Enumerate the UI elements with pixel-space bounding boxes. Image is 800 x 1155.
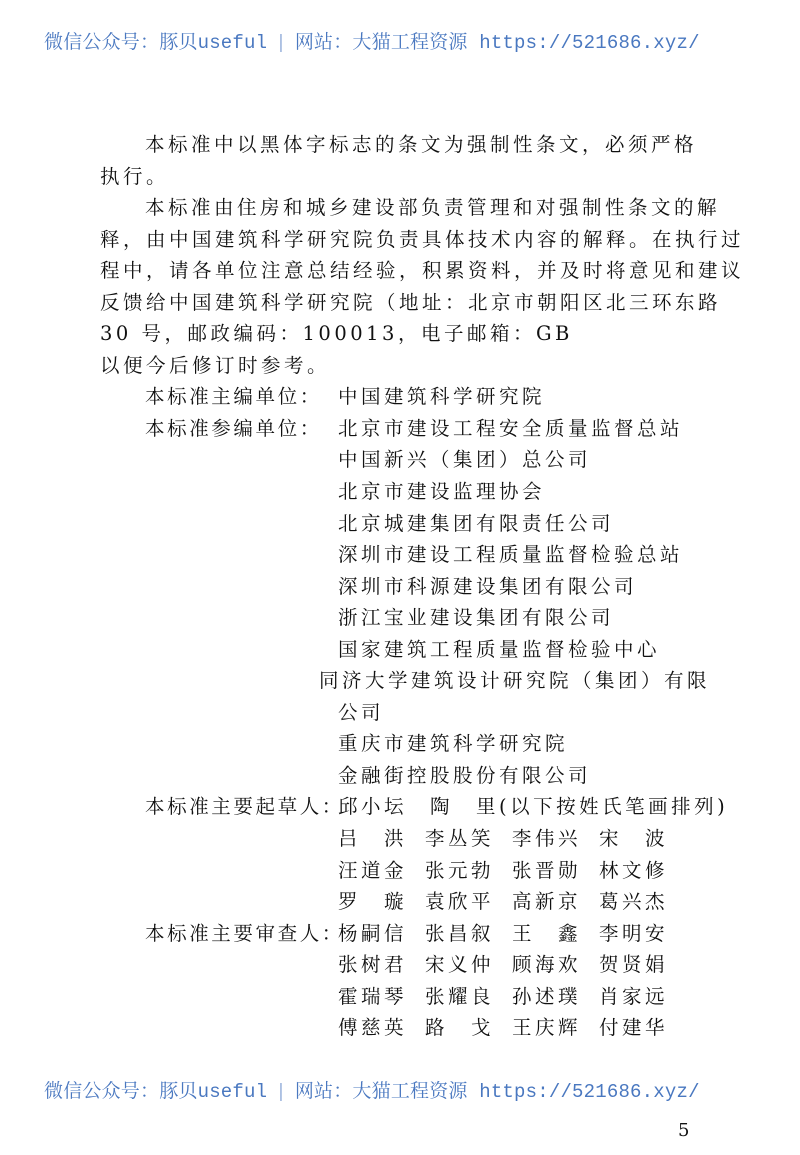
person-name: 顾海欢: [512, 953, 582, 977]
name-list: [338, 855, 686, 887]
person-name: 张元勃: [425, 858, 495, 882]
paragraph-line: 程中，请各单位注意总结经验，积累资料，并及时将意见和建议: [100, 259, 745, 283]
paragraph-line: 反馈给中国建筑科学研究院（地址：北京市朝阳区北三环东路: [100, 290, 722, 314]
person-name: 张树君: [338, 953, 408, 977]
person-name: 霍瑞琴: [338, 984, 408, 1008]
participants-label: 本标准参编单位：: [145, 416, 322, 440]
drafters-first-line: 邱小坛 陶 里(以下按姓氏笔画排列): [338, 795, 729, 819]
participant-unit: 北京城建集团有限责任公司: [338, 511, 615, 535]
participants-row: [100, 760, 710, 792]
label-spacer: [100, 886, 338, 918]
reviewers-row: [100, 918, 710, 950]
page-number: 5: [678, 1120, 690, 1141]
watermark-site: 网站：大猫工程资源 https://521686.xyz/: [294, 1081, 700, 1103]
person-name: 孙述璞: [512, 984, 582, 1008]
participant-unit: 公司: [338, 700, 385, 724]
participants-row: [100, 728, 710, 760]
person-name: 张昌叙: [425, 921, 495, 945]
participant-unit: 中国新兴（集团）总公司: [338, 448, 592, 472]
label-spacer: [100, 634, 338, 666]
drafters-row: [100, 791, 729, 823]
reviewers-row: [100, 949, 710, 981]
person-name: 吕 洪: [338, 827, 408, 851]
name-list: [338, 823, 686, 855]
label-spacer: [100, 444, 338, 476]
person-name: 高新京: [512, 890, 582, 914]
participant-unit: 同济大学建筑设计研究院（集团）有限: [318, 669, 710, 693]
person-name: 傅慈英: [338, 1016, 408, 1040]
watermark-separator: |: [275, 32, 287, 54]
reviewers-row: [100, 981, 710, 1013]
participants-row: [100, 602, 710, 634]
label-spacer: [100, 665, 319, 697]
person-name: 肖家远: [599, 984, 669, 1008]
person-name: 袁欣平: [425, 890, 495, 914]
person-name: 李丛笑: [425, 827, 495, 851]
name-list: [338, 949, 686, 981]
reviewers-row: [100, 1012, 710, 1044]
label-spacer: [100, 602, 338, 634]
participant-units-list: [100, 444, 710, 791]
person-name: 付建华: [599, 1016, 669, 1040]
participant-unit: 北京市建设监理协会: [338, 480, 546, 504]
person-name: 贺贤娟: [599, 953, 669, 977]
reviewers-list: [100, 918, 710, 1044]
person-name: 李伟兴: [512, 827, 582, 851]
person-name: 宋 波: [599, 827, 669, 851]
participant-unit: 国家建筑工程质量监督检验中心: [338, 637, 661, 661]
paragraph-line: 本标准由住房和城乡建设部负责管理和对强制性条文的解: [145, 196, 721, 220]
participants-row: [100, 413, 710, 445]
participants-row: [100, 665, 710, 697]
name-list: [338, 918, 686, 950]
watermark-top: [44, 31, 764, 55]
person-name: 宋义仲: [425, 953, 495, 977]
name-list: [338, 981, 686, 1013]
label-spacer: [100, 855, 338, 887]
participants-row: [100, 571, 710, 603]
drafters-label: 本标准主要起草人：: [145, 795, 344, 819]
drafters-row: [100, 886, 710, 918]
paragraph-line: 以便今后修订时参考。: [100, 353, 331, 377]
participant-unit: 深圳市科源建设集团有限公司: [338, 574, 638, 598]
label-spacer: [100, 949, 338, 981]
document-body: [100, 129, 745, 1044]
participants-row: [100, 697, 710, 729]
name-list: [338, 1012, 686, 1044]
label-spacer: [100, 728, 338, 760]
participant-unit: 重庆市建筑科学研究院: [338, 732, 569, 756]
chief-editor-value: 中国建筑科学研究院: [338, 385, 546, 409]
watermark-wechat: 微信公众号：豚贝useful: [44, 1081, 268, 1103]
person-name: 王 鑫: [512, 921, 582, 945]
participant-unit: 北京市建设工程安全质量监督总站: [338, 416, 684, 440]
label-spacer: [100, 823, 338, 855]
label-spacer: [100, 1012, 338, 1044]
paragraph-line: 本标准中以黑体字标志的条文为强制性条文，必须严格: [145, 133, 698, 156]
label-spacer: [100, 508, 338, 540]
person-name: 葛兴杰: [599, 890, 669, 914]
participants-row: [100, 634, 710, 666]
label-spacer: [100, 697, 338, 729]
drafters-list: [100, 823, 710, 918]
drafters-row: [100, 855, 710, 887]
person-name: 张晋勋: [512, 858, 582, 882]
watermark-wechat: 微信公众号：豚贝useful: [44, 32, 268, 54]
reviewers-label: 本标准主要审查人：: [145, 921, 344, 945]
chief-editor-label: 本标准主编单位：: [145, 385, 322, 409]
watermark-separator: |: [275, 1081, 287, 1103]
person-name: 张耀良: [425, 984, 495, 1008]
chief-editor-row: [100, 381, 710, 413]
label-spacer: [100, 981, 338, 1013]
person-name: 罗 璇: [338, 890, 408, 914]
label-spacer: [100, 571, 338, 603]
label-spacer: [100, 539, 338, 571]
person-name: 汪道金: [338, 858, 408, 882]
person-name: 李明安: [599, 921, 669, 945]
person-name: 林文修: [599, 858, 669, 882]
person-name: 杨嗣信: [338, 921, 408, 945]
person-name: 路 戈: [425, 1016, 495, 1040]
paragraph-line: 执行。: [100, 164, 170, 188]
watermark-site: 网站：大猫工程资源 https://521686.xyz/: [294, 32, 700, 54]
drafters-row: [100, 823, 710, 855]
name-list: [338, 886, 686, 918]
person-name: 王庆辉: [512, 1016, 582, 1040]
participants-row: [100, 508, 710, 540]
participants-row: [100, 476, 710, 508]
watermark-bottom: [44, 1080, 764, 1104]
paragraph-line: 释，由中国建筑科学研究院负责具体技术内容的解释。在执行过: [100, 227, 745, 251]
participants-row: [100, 444, 710, 476]
label-spacer: [100, 476, 338, 508]
participants-row: [100, 539, 710, 571]
participant-unit: 浙江宝业建设集团有限公司: [338, 606, 615, 630]
participant-unit: 金融街控股股份有限公司: [338, 763, 592, 787]
paragraph-line: 30 号，邮政编码：100013，电子邮箱：GB: [100, 322, 573, 346]
label-spacer: [100, 760, 338, 792]
participant-unit: 深圳市建设工程质量监督检验总站: [338, 543, 684, 567]
